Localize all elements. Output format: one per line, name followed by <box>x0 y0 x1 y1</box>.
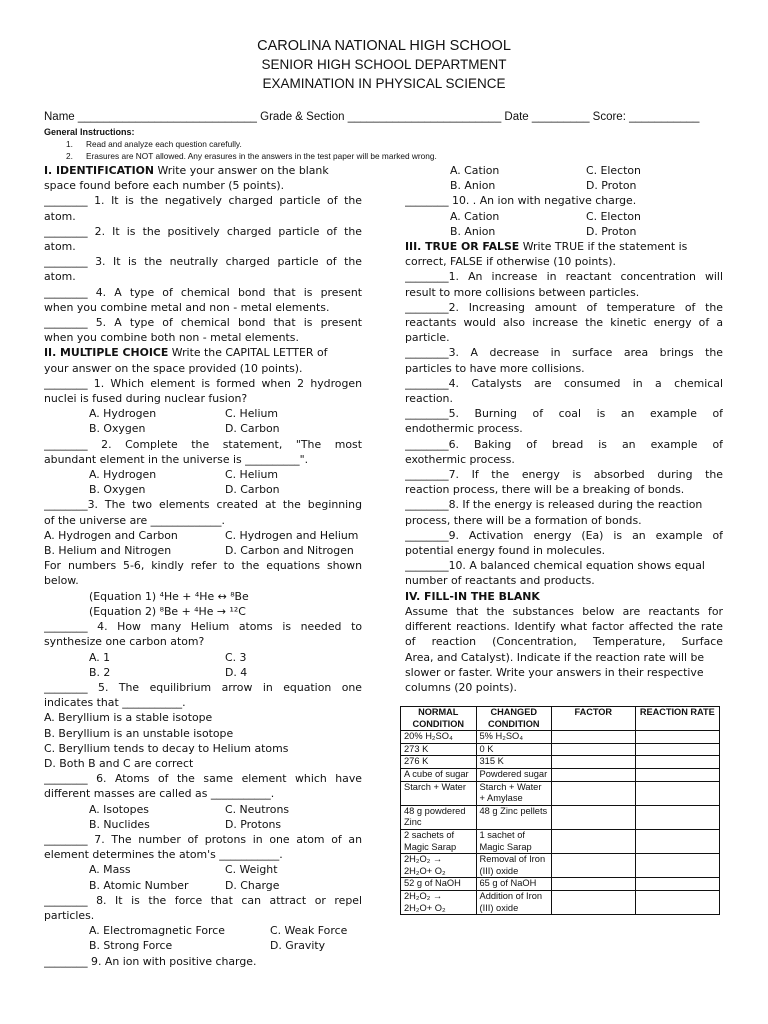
question-line: (Equation 2) ⁸Be + ⁴He → ¹²C <box>89 604 246 618</box>
question-line: abundant element in the universe is __________". <box>44 452 309 466</box>
choice-row <box>44 938 362 953</box>
table-row <box>401 878 720 891</box>
question-line: synthesize one carbon atom? <box>44 635 205 649</box>
question-line: of reaction (Concentration, Temperature, Surface <box>405 635 723 649</box>
question-line: ________5. Burning of coal is an example of <box>405 407 723 421</box>
factor-answer-cell[interactable] <box>552 756 636 769</box>
choice-option: B. Atomic Number <box>89 878 189 892</box>
normal-condition-cell: 2H₂O₂ → 2H₂O+ O₂ <box>401 854 477 878</box>
choice-row <box>44 543 362 558</box>
choice-option: C. 3 <box>225 650 247 664</box>
choice-option: D. Carbon <box>225 483 280 497</box>
factor-answer-cell[interactable] <box>552 829 636 853</box>
question-line: ________ 7. The number of protons in one atom of an <box>44 832 362 846</box>
question-line: endothermic process. <box>405 422 523 436</box>
reaction-rate-answer-cell[interactable] <box>635 829 719 853</box>
choice-row <box>44 467 362 482</box>
factor-answer-cell[interactable] <box>552 805 636 829</box>
table-row <box>401 768 720 781</box>
choice-option: A. 1 <box>89 650 111 664</box>
question-line: ________4. Catalysts are consumed in a chemical <box>405 376 723 390</box>
question-line: A. Beryllium is a stable isotope <box>44 711 213 725</box>
choice-option: A. Isotopes <box>89 802 149 816</box>
question-line: ________ 8. It is the force that can attract or repel <box>44 893 362 907</box>
reaction-rate-answer-cell[interactable] <box>635 743 719 756</box>
question-line: ________3. The two elements created at the beginning <box>44 498 362 512</box>
question-line: your answer on the space provided (10 points). <box>44 361 303 375</box>
question-line: ________ 1. Which element is formed when 2 hydrogen <box>44 376 362 390</box>
reaction-rate-answer-cell[interactable] <box>635 805 719 829</box>
section-heading: III. TRUE OR FALSE Write TRUE if the statement is <box>405 240 688 254</box>
normal-condition-cell: 276 K <box>401 756 477 769</box>
question-line: process, there will be a formation of bonds. <box>405 513 642 527</box>
question-line: ________3. A decrease in surface area brings the <box>405 346 723 360</box>
question-line: Area, and Catalyst). Indicate if the reaction rate will be <box>405 650 705 664</box>
changed-condition-cell: 48 g Zinc pellets <box>476 805 552 829</box>
question-line: atom. <box>44 270 76 284</box>
question-line: potential energy found in molecules. <box>405 544 606 558</box>
choice-row <box>44 482 362 497</box>
factor-answer-cell[interactable] <box>552 731 636 744</box>
question-line: ________ 5. A type of chemical bond that is present <box>44 316 362 330</box>
choice-option: D. Gravity <box>270 939 326 953</box>
department-name: SENIOR HIGH SCHOOL DEPARTMENT <box>261 57 507 72</box>
factor-answer-cell[interactable] <box>552 768 636 781</box>
choice-row <box>44 802 362 817</box>
choice-option: D. 4 <box>225 665 248 679</box>
question-line: columns (20 points). <box>405 680 517 694</box>
question-line: ________ 9. An ion with positive charge. <box>44 954 257 968</box>
reaction-rate-answer-cell[interactable] <box>635 731 719 744</box>
choice-option: C. Weak Force <box>270 924 348 938</box>
header-reaction-rate: REACTION RATE <box>635 707 719 731</box>
choice-row <box>44 878 362 893</box>
question-line: ________ 6. Atoms of the same element which have <box>44 772 362 786</box>
reaction-rate-answer-cell[interactable] <box>635 854 719 878</box>
reaction-rate-answer-cell[interactable] <box>635 768 719 781</box>
choice-option: B. Strong Force <box>89 939 173 953</box>
right-column <box>405 163 723 695</box>
choice-option: C. Hydrogen and Helium <box>225 528 359 542</box>
general-instructions-title: General Instructions: <box>44 127 135 137</box>
normal-condition-cell: 20% H₂SO₄ <box>401 731 477 744</box>
choice-option: C. Electon <box>586 209 641 223</box>
question-line: different masses are called as ___________. <box>44 787 275 801</box>
header-factor: FACTOR <box>552 707 636 731</box>
question-line: For numbers 5-6, kindly refer to the equations shown <box>44 559 362 573</box>
left-column <box>44 163 362 969</box>
choice-row <box>44 421 362 436</box>
question-line: ________9. Activation energy (Ea) is an example of <box>405 528 723 542</box>
normal-condition-cell: 273 K <box>401 743 477 756</box>
choice-option: D. Charge <box>225 878 280 892</box>
question-line: ________ 2. Complete the statement, "The most <box>44 437 362 451</box>
reaction-rate-table <box>400 706 720 915</box>
reaction-rate-answer-cell[interactable] <box>635 878 719 891</box>
changed-condition-cell: Powdered sugar <box>476 768 552 781</box>
question-line: ________7. If the energy is absorbed during the <box>405 468 723 482</box>
question-line: below. <box>44 574 79 588</box>
section-heading: II. MULTIPLE CHOICE Write the CAPITAL LETTER of <box>44 346 328 360</box>
choice-row <box>44 862 362 877</box>
question-line: reaction process, there will be a breaking of bonds. <box>405 483 685 497</box>
question-line: B. Beryllium is an unstable isotope <box>44 726 234 740</box>
choice-row <box>405 178 723 193</box>
factor-answer-cell[interactable] <box>552 878 636 891</box>
question-line: D. Both B and C are correct <box>44 756 194 770</box>
normal-condition-cell: 48 g powdered Zinc <box>401 805 477 829</box>
question-line: exothermic process. <box>405 452 515 466</box>
question-line: ________10. A balanced chemical equation shows equal <box>405 559 705 573</box>
question-line: particles. <box>44 908 95 922</box>
question-line: ________ 10. . An ion with negative charge. <box>405 194 637 208</box>
changed-condition-cell: 5% H₂SO₄ <box>476 731 552 744</box>
choice-option: D. Carbon and Nitrogen <box>225 544 354 558</box>
normal-condition-cell: Starch + Water <box>401 781 477 805</box>
question-line: correct, FALSE if otherwise (10 points). <box>405 255 616 269</box>
table-row <box>401 890 720 914</box>
choice-option: A. Hydrogen and Carbon <box>44 528 178 542</box>
choice-option: C. Neutrons <box>225 802 290 816</box>
factor-answer-cell[interactable] <box>552 743 636 756</box>
choice-option: D. Carbon <box>225 422 280 436</box>
choice-option: B. Anion <box>450 224 496 238</box>
normal-condition-cell: A cube of sugar <box>401 768 477 781</box>
question-line: particles to have more collisions. <box>405 361 585 375</box>
question-line: reactants would also increase the kinetic energy of a <box>405 316 723 330</box>
table-row <box>401 731 720 744</box>
choice-row <box>405 209 723 224</box>
question-line: element determines the atom's ___________. <box>44 848 283 862</box>
choice-option: D. Protons <box>225 817 282 831</box>
question-line: atom. <box>44 209 76 223</box>
question-line: ________ 1. It is the negatively charged particle of the <box>44 194 362 208</box>
choice-row <box>405 163 723 178</box>
exam-title: EXAMINATION IN PHYSICAL SCIENCE <box>262 76 506 91</box>
changed-condition-cell: Removal of Iron (III) oxide <box>476 854 552 878</box>
question-line: when you combine metal and non - metal elements. <box>44 300 330 314</box>
header-normal-condition: NORMAL CONDITION <box>401 707 477 731</box>
header-changed-condition: CHANGED CONDITION <box>476 707 552 731</box>
question-line: ________2. Increasing amount of temperature of the <box>405 300 723 314</box>
choice-option: B. Oxygen <box>89 422 146 436</box>
choice-option: B. Oxygen <box>89 483 146 497</box>
question-line: Assume that the substances below are reactants for <box>405 604 723 618</box>
choice-option: A. Cation <box>450 164 500 177</box>
choice-option: B. 2 <box>89 665 111 679</box>
factor-answer-cell[interactable] <box>552 781 636 805</box>
school-name: CAROLINA NATIONAL HIGH SCHOOL <box>257 38 511 54</box>
choice-option: C. Helium <box>225 407 278 421</box>
question-line: ________ 4. How many Helium atoms is needed to <box>44 620 362 634</box>
choice-option: C. Helium <box>225 468 278 482</box>
changed-condition-cell: Starch + Water + Amylase <box>476 781 552 805</box>
question-line: atom. <box>44 240 76 254</box>
question-line: number of reactants and products. <box>405 574 595 588</box>
table-row <box>401 781 720 805</box>
question-line: C. Beryllium tends to decay to Helium atoms <box>44 741 289 755</box>
question-line: (Equation 1) ⁴He + ⁴He ↔ ⁸Be <box>89 589 249 603</box>
choice-option: A. Hydrogen <box>89 407 157 421</box>
choice-option: C. Electon <box>586 164 641 177</box>
question-line: slower or faster. Write your answers in their respective <box>405 665 704 679</box>
table-row <box>401 805 720 829</box>
choice-row <box>405 224 723 239</box>
normal-condition-cell: 2H₂O₂ → 2H₂O+ O₂ <box>401 890 477 914</box>
changed-condition-cell: 65 g of NaOH <box>476 878 552 891</box>
question-line: ________ 3. It is the neutrally charged particle of the <box>44 255 362 269</box>
question-line: different reactions. Identify what factor affected the rate <box>405 620 723 634</box>
table-row <box>401 854 720 878</box>
question-line: indicates that ___________. <box>44 696 186 710</box>
choice-row <box>44 406 362 421</box>
reaction-rate-answer-cell[interactable] <box>635 890 719 914</box>
reaction-rate-answer-cell[interactable] <box>635 756 719 769</box>
question-line: particle. <box>405 331 450 345</box>
section-heading: I. IDENTIFICATION Write your answer on the blank <box>44 164 329 177</box>
choice-option: B. Nuclides <box>89 817 150 831</box>
changed-condition-cell: 0 K <box>476 743 552 756</box>
choice-row <box>44 817 362 832</box>
choice-row <box>44 923 362 938</box>
question-line: ________8. If the energy is released during the reaction <box>405 498 703 512</box>
changed-condition-cell: 1 sachet of Magic Sarap <box>476 829 552 853</box>
choice-option: D. Proton <box>586 179 637 193</box>
table-row <box>401 829 720 853</box>
changed-condition-cell: Addition of Iron (III) oxide <box>476 890 552 914</box>
factor-answer-cell[interactable] <box>552 890 636 914</box>
question-line: reaction. <box>405 392 453 406</box>
question-line: when you combine both non - metal elements. <box>44 331 299 345</box>
reaction-rate-answer-cell[interactable] <box>635 781 719 805</box>
normal-condition-cell: 52 g of NaOH <box>401 878 477 891</box>
choice-option: A. Electromagnetic Force <box>89 924 225 938</box>
table-row <box>401 756 720 769</box>
choice-option: B. Anion <box>450 179 496 193</box>
question-line: space found before each number (5 points). <box>44 179 285 193</box>
choice-option: B. Helium and Nitrogen <box>44 544 172 558</box>
choice-option: A. Cation <box>450 209 500 223</box>
question-line: ________ 2. It is the positively charged particle of the <box>44 224 362 238</box>
question-line: nuclei is fused during nuclear fusion? <box>44 392 248 406</box>
normal-condition-cell: 2 sachets of Magic Sarap <box>401 829 477 853</box>
instruction-item: 2. Erasures are NOT allowed. Any erasures in the answers in the test paper will be marked wrong. <box>66 151 437 161</box>
choice-row <box>44 650 362 665</box>
table-header-row <box>401 707 720 731</box>
choice-option: D. Proton <box>586 224 637 238</box>
student-info-line: Name ____________________________ Grade & Section ________________________ Date _________ Score: ___________ <box>44 111 700 123</box>
choice-row <box>44 528 362 543</box>
table-row <box>401 743 720 756</box>
question-line: ________ 5. The equilibrium arrow in equation one <box>44 680 362 694</box>
instruction-item: 1. Read and analyze each question carefully. <box>66 139 242 149</box>
choice-row <box>44 665 362 680</box>
choice-option: C. Weight <box>225 863 278 877</box>
question-line: result to more collisions between particles. <box>405 285 640 299</box>
question-line: of the universe are _____________. <box>44 513 225 527</box>
question-line: ________1. An increase in reactant concentration will <box>405 270 723 284</box>
choice-option: A. Mass <box>89 863 131 877</box>
changed-condition-cell: 315 K <box>476 756 552 769</box>
section-heading: IV. FILL-IN THE BLANK <box>405 589 540 603</box>
choice-option: A. Hydrogen <box>89 468 157 482</box>
factor-answer-cell[interactable] <box>552 854 636 878</box>
question-line: ________6. Baking of bread is an example of <box>405 437 723 451</box>
question-line: ________ 4. A type of chemical bond that is present <box>44 285 362 299</box>
